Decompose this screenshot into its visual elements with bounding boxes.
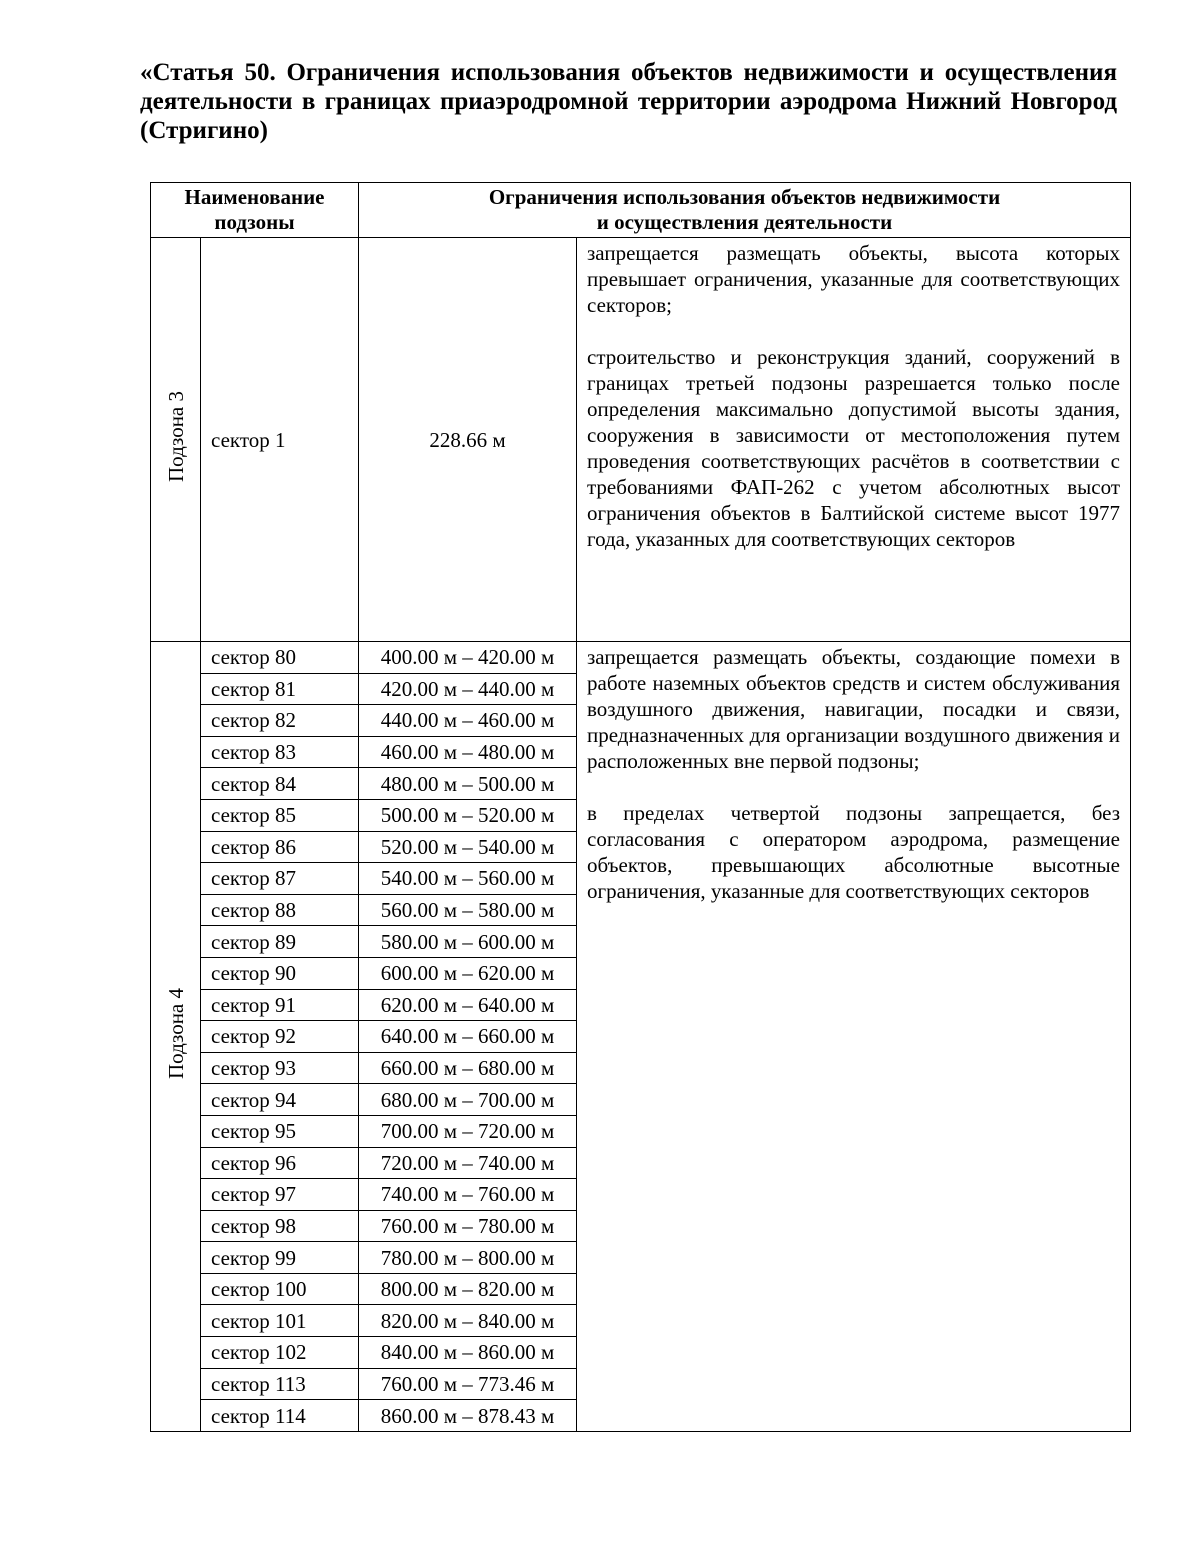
sector-height: 560.00 м – 580.00 м bbox=[359, 894, 577, 926]
sector-name: сектор 101 bbox=[201, 1305, 359, 1337]
table-row-zone3 bbox=[151, 238, 1131, 642]
sector-height: 700.00 м – 720.00 м bbox=[359, 1115, 577, 1147]
sector-height: 680.00 м – 700.00 м bbox=[359, 1084, 577, 1116]
header-restrictions-line2: и осуществления деятельности bbox=[596, 210, 893, 234]
sector-name: сектор 84 bbox=[201, 768, 359, 800]
sector-height: 760.00 м – 773.46 м bbox=[359, 1368, 577, 1400]
sector-name: сектор 80 bbox=[201, 642, 359, 674]
sector-name: сектор 85 bbox=[201, 799, 359, 831]
sector-height: 460.00 м – 480.00 м bbox=[359, 736, 577, 768]
sector-name: сектор 89 bbox=[201, 926, 359, 958]
header-subzone-name: Наименование подзоны bbox=[151, 183, 359, 238]
zone3-label: Подзона 3 bbox=[163, 391, 188, 482]
sector-name: сектор 82 bbox=[201, 705, 359, 737]
sector-name: сектор 92 bbox=[201, 1021, 359, 1053]
sector-name: сектор 98 bbox=[201, 1210, 359, 1242]
sector-name: сектор 96 bbox=[201, 1147, 359, 1179]
sector-name: сектор 87 bbox=[201, 863, 359, 895]
page-title: «Статья 50. Ограничения использования объектов недвижимости и осуществления деятельности в границах приаэродромной территории аэродрома Нижний Новгород (Стригино) bbox=[140, 59, 1117, 144]
sector-name: сектор 83 bbox=[201, 736, 359, 768]
sector-name: сектор 93 bbox=[201, 1052, 359, 1084]
sector-height: 860.00 м – 878.43 м bbox=[359, 1400, 577, 1432]
zone4-label: Подзона 4 bbox=[163, 987, 188, 1079]
header-restrictions bbox=[359, 183, 1131, 238]
sector-name: сектор 97 bbox=[201, 1179, 359, 1211]
sector-name: сектор 95 bbox=[201, 1115, 359, 1147]
header-restrictions-line1: Ограничения использования объектов недвижимости bbox=[488, 185, 1001, 209]
zone3-label-cell bbox=[151, 238, 201, 642]
sector-height: 800.00 м – 820.00 м bbox=[359, 1273, 577, 1305]
sector-name: сектор 94 bbox=[201, 1084, 359, 1116]
sector-height: 600.00 м – 620.00 м bbox=[359, 957, 577, 989]
sector-height: 540.00 м – 560.00 м bbox=[359, 863, 577, 895]
sector-name: сектор 113 bbox=[201, 1368, 359, 1400]
zone4-restriction-p2: в пределах четвертой подзоны запрещается, без согласования с оператором аэродрома, размещение объектов, превышающих абсолютные высотные ограничения, указанные для соответствующих секторов bbox=[587, 801, 1120, 903]
restrictions-table bbox=[150, 182, 1131, 1432]
sector-height: 640.00 м – 660.00 м bbox=[359, 1021, 577, 1053]
zone4-restriction-p1: запрещается размещать объекты, создающие помехи в работе наземных объектов средств и систем обслуживания воздушного движения, навигации, посадки и связи, предназначенных для организации воздушного движения и расположенных вне первой подзоны; bbox=[587, 645, 1120, 773]
sector-height: 720.00 м – 740.00 м bbox=[359, 1147, 577, 1179]
sector-name: сектор 88 bbox=[201, 894, 359, 926]
zone4-label-cell bbox=[151, 642, 201, 1432]
sector-height: 840.00 м – 860.00 м bbox=[359, 1337, 577, 1369]
sector-name: сектор 102 bbox=[201, 1337, 359, 1369]
sector-height: 500.00 м – 520.00 м bbox=[359, 799, 577, 831]
zone3-restriction-p1: запрещается размещать объекты, высота которых превышает ограничения, указанные для соответствующих секторов; bbox=[587, 241, 1120, 317]
sector-height: 420.00 м – 440.00 м bbox=[359, 673, 577, 705]
table-row bbox=[151, 642, 1131, 674]
zone4-restriction bbox=[577, 642, 1131, 1432]
zone3-restriction bbox=[577, 238, 1131, 642]
sector-height: 660.00 м – 680.00 м bbox=[359, 1052, 577, 1084]
sector-height: 780.00 м – 800.00 м bbox=[359, 1242, 577, 1274]
sector-height: 580.00 м – 600.00 м bbox=[359, 926, 577, 958]
sector-name: сектор 90 bbox=[201, 957, 359, 989]
sector-height: 480.00 м – 500.00 м bbox=[359, 768, 577, 800]
zone3-sector: сектор 1 bbox=[201, 238, 359, 642]
table-header-row bbox=[151, 183, 1131, 238]
sector-height: 740.00 м – 760.00 м bbox=[359, 1179, 577, 1211]
sector-height: 440.00 м – 460.00 м bbox=[359, 705, 577, 737]
sector-height: 520.00 м – 540.00 м bbox=[359, 831, 577, 863]
sector-name: сектор 100 bbox=[201, 1273, 359, 1305]
sector-name: сектор 114 bbox=[201, 1400, 359, 1432]
zone3-height: 228.66 м bbox=[359, 238, 577, 642]
sector-height: 820.00 м – 840.00 м bbox=[359, 1305, 577, 1337]
sector-name: сектор 81 bbox=[201, 673, 359, 705]
sector-name: сектор 86 bbox=[201, 831, 359, 863]
sector-height: 620.00 м – 640.00 м bbox=[359, 989, 577, 1021]
sector-name: сектор 99 bbox=[201, 1242, 359, 1274]
sector-height: 760.00 м – 780.00 м bbox=[359, 1210, 577, 1242]
sector-name: сектор 91 bbox=[201, 989, 359, 1021]
zone3-restriction-p2: строительство и реконструкция зданий, сооружений в границах третьей подзоны разрешается только после определения максимально допустимой высоты здания, сооружения в зависимости от местоположения путем проведения соответствующих расчётов в соответствии с требованиями ФАП-262 с учетом абсолютных высот ограничения объектов в Балтийской системе высот 1977 года, указанных для соответствующих секторов bbox=[587, 345, 1120, 551]
sector-height: 400.00 м – 420.00 м bbox=[359, 642, 577, 674]
